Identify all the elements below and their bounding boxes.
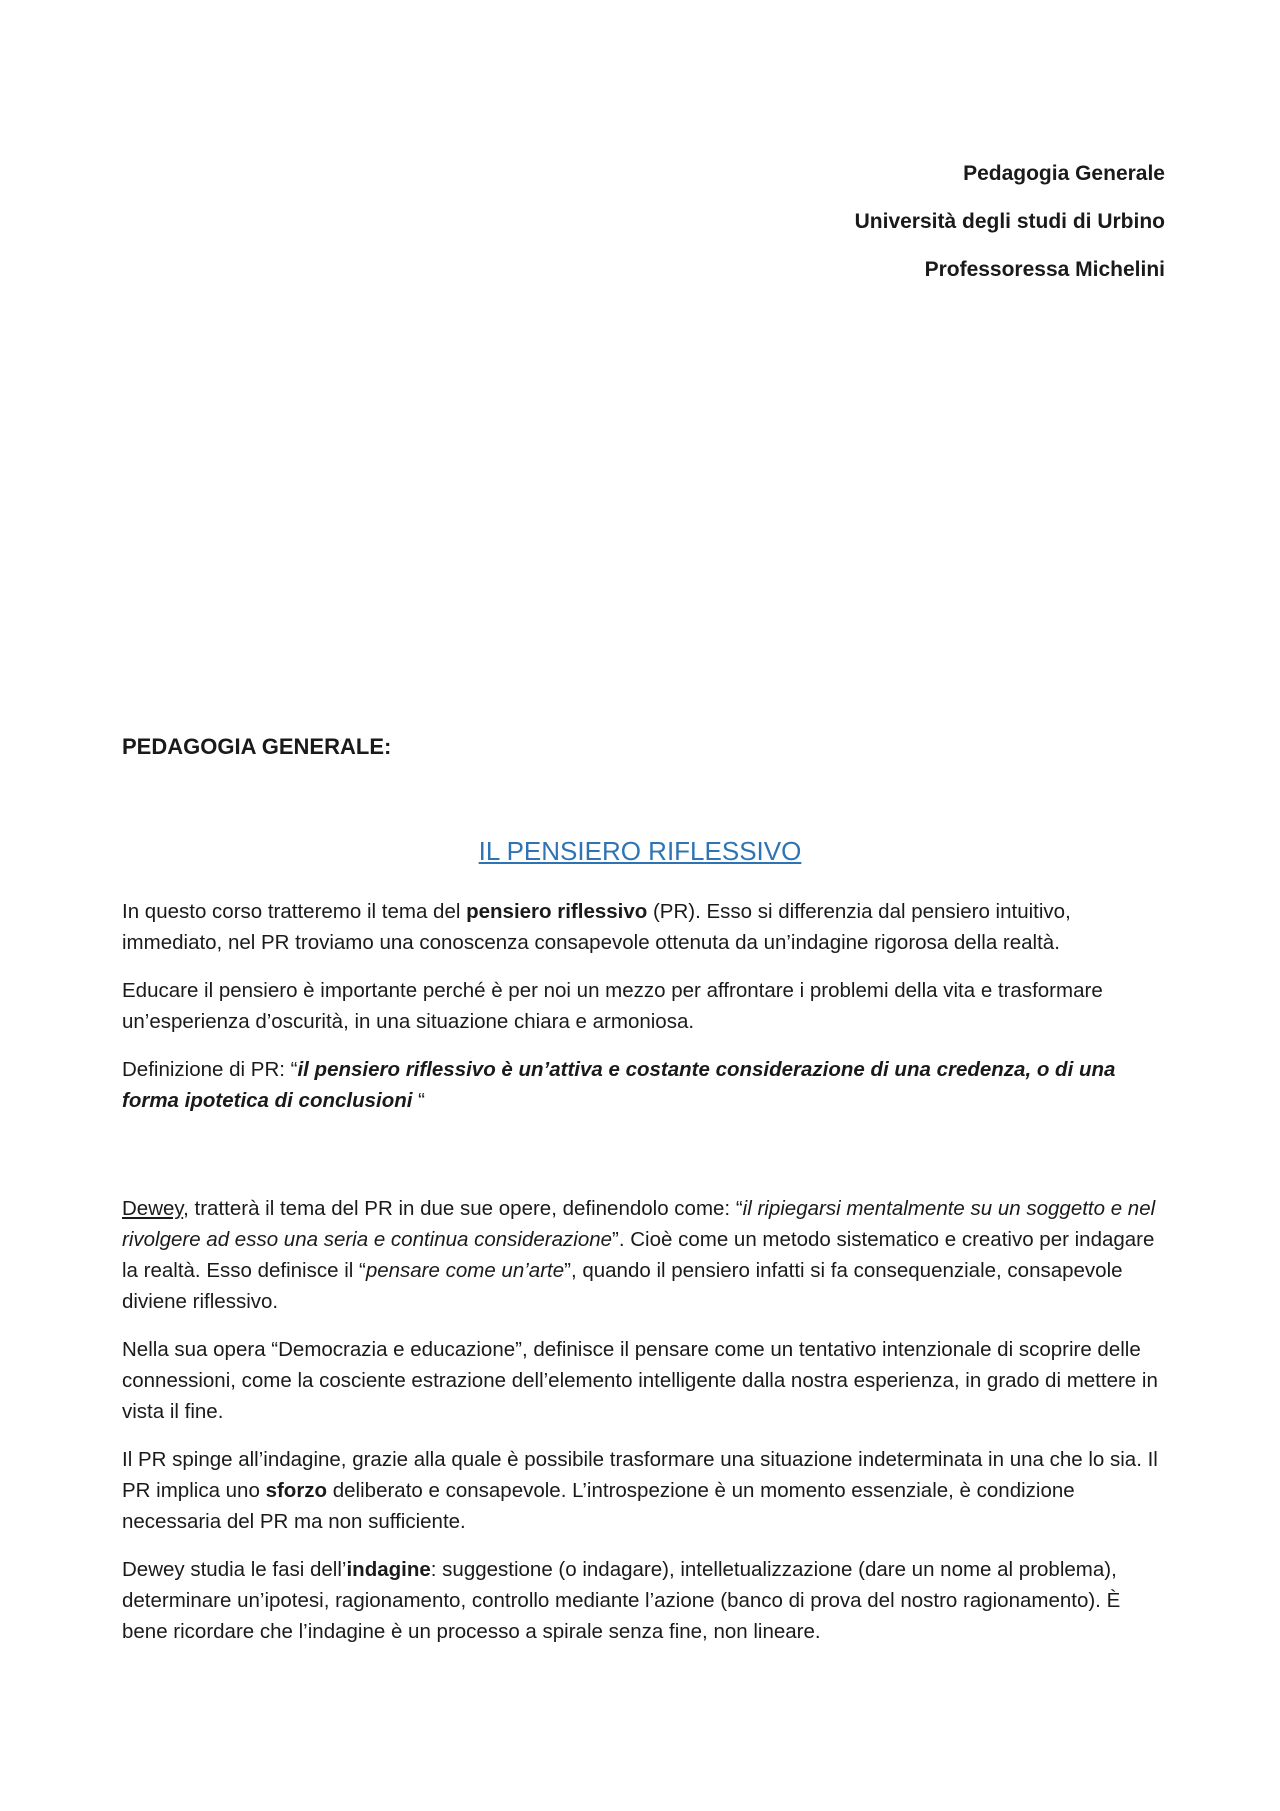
dewey-quote: il ripiegarsi mentalmente su un soggetto e nel rivolgere ad esso una seria e continua considerazione <box>122 1197 1156 1251</box>
paragraph-intro <box>122 896 1164 958</box>
paragraph-definition <box>122 1054 1164 1116</box>
paragraph-indagine <box>122 1444 1164 1537</box>
text-run: (PR). Esso si differenzia dal pensiero intuitivo, immediato, nel PR troviamo una conoscenza consapevole ottenuta da un’indagine rigorosa della realtà. <box>122 900 1071 954</box>
text-run: ”, quando il pensiero infatti si fa consequenziale, consapevole diviene riflessivo. <box>122 1259 1123 1313</box>
text-run: , tratterà il tema del PR in due sue opere, definendolo come: “ <box>183 1197 743 1220</box>
text-run: : suggestione (o indagare), intelletualizzazione (dare un nome al problema), determinare un’ipotesi, ragionamento, controllo mediante l’azione (banco di prova del nostro ragionamento). È bene ricordare che l’indagine è un processo a spirale senza fine, non lineare. <box>122 1558 1121 1643</box>
text-run: Il PR spinge all’indagine, grazie alla quale è possibile trasformare una situazione indeterminata in una che lo sia. Il PR implica uno <box>122 1448 1158 1502</box>
text-run: ”. Cioè come un metodo sistematico e creativo per indagare la realtà. Esso definisce il “ <box>122 1228 1155 1282</box>
paragraph-dewey <box>122 1193 1164 1317</box>
section-heading: PEDAGOGIA GENERALE: <box>122 734 392 759</box>
spacer <box>122 1133 1164 1193</box>
text-run: In questo corso tratteremo il tema del <box>122 900 467 923</box>
document-header <box>855 150 1165 294</box>
course-name: Pedagogia Generale <box>963 162 1165 185</box>
dewey-name: Dewey <box>122 1197 184 1220</box>
paragraph-democrazia: Nella sua opera “Democrazia e educazione”, definisce il pensare come un tentativo intenzionale di scoprire delle connessioni, come la cosciente estrazione dell’elemento intelligente dalla nostra esperienza, in grado di mettere in vista il fine. <box>122 1338 1158 1423</box>
bold-term: sforzo <box>265 1479 328 1502</box>
document-body <box>122 896 1164 1664</box>
text-run: deliberato e consapevole. L’introspezione è un momento essenziale, è condizione necessaria del PR ma non sufficiente. <box>122 1479 1075 1533</box>
document-title: IL PENSIERO RIFLESSIVO <box>478 836 802 866</box>
definition-quote: il pensiero riflessivo è un’attiva e costante considerazione di una credenza, o di una forma ipotetica di conclusioni <box>122 1058 1116 1112</box>
paragraph-educare: Educare il pensiero è importante perché è per noi un mezzo per affrontare i problemi della vita e trasformare un’esperienza d’oscurità, in una situazione chiara e armoniosa. <box>122 979 1103 1033</box>
text-run: “ <box>412 1089 425 1112</box>
italic-phrase: pensare come un’arte <box>365 1259 565 1282</box>
bold-term: indagine <box>346 1558 431 1581</box>
text-run: Dewey studia le fasi dell’ <box>122 1558 347 1581</box>
paragraph-fasi <box>122 1554 1164 1647</box>
text-run: Definizione di PR: “ <box>122 1058 298 1081</box>
university-name: Università degli studi di Urbino <box>854 210 1165 233</box>
professor-name: Professoressa Michelini <box>924 258 1165 281</box>
bold-term: pensiero riflessivo <box>466 900 648 923</box>
